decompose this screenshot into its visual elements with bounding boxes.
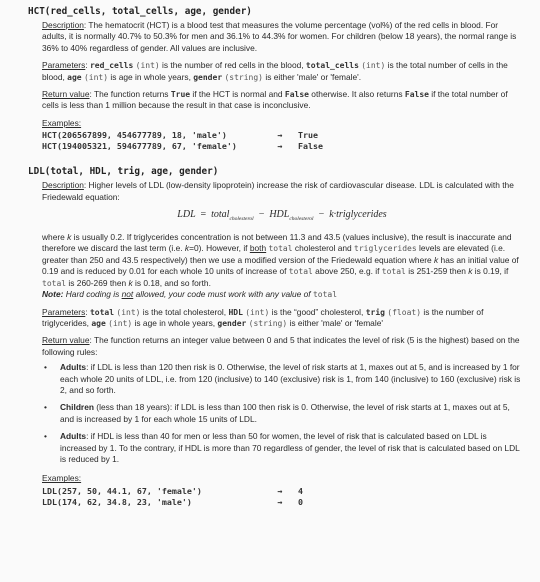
rule-bullet [42,362,522,396]
ldl-return-value [42,335,522,358]
formula-total: total [211,209,230,221]
formula-minus: − [318,209,325,221]
param-text: is either 'male' or 'female' [287,317,383,328]
note-label: Note: [42,289,64,300]
formula-subscript: cholesterol [289,216,314,223]
note-text: allowed, your code must work with any value of [133,289,313,300]
bullet-icon: • [44,362,47,373]
formula-k-term: k·triglycerides [329,209,387,221]
param-name: HDL [228,307,243,317]
param-type: (int) [83,72,109,82]
formula-minus: − [258,209,265,221]
param-name: total_cells [305,61,359,71]
rule-text: (less than 18 years): if LDL is less than 100 then risk is 0. Otherwise, the level of risk starts at 1, maxes out at 5, and is increased by 1 for each whole 15 units of LDL. [60,402,510,424]
arrow-icon: → [277,130,283,141]
ldl-return-label: Return value [42,335,90,346]
param-name: red_cells [89,61,134,71]
param-text: is the number of red cells in the blood, [159,60,306,71]
text-var: k [468,266,473,277]
param-name: trig [365,307,385,317]
example-call: LDL(174, 62, 34.8, 23, 'male') [42,496,192,507]
text: above 250, e.g. if [312,266,382,277]
example-row [42,130,522,141]
param-type: (float) [387,307,422,317]
ldl-parameters: Parameters: total (int) is the total cholesterol, HDL (int) is the “good” cholesterol, trig (float) is the number of triglycerides, age (int) is age in whole years, gender (string) is either 'male' or 'female' [42,306,484,328]
param-type: (int) [108,318,133,328]
hct-section [28,6,522,152]
note-code: total [312,290,338,300]
rule-bullet [42,431,522,465]
hct-description-text: : The hematocrit (HCT) is a blood test that measures the volume percentage (vol%) of the red cells in blood. For adults, it is normally 40.7% to 50.3% for men and 36.1% to 44.3% for women. For children (below 18 years), the normal range is 36% to 40% regardless of gender. All values are inclusive. [42,20,517,53]
ldl-description-text: : Higher levels of LDL (low-density lipoprotein) increase the risk of cardiovascular disease. LDL is calculated with the Friedewald equation: [42,180,514,202]
return-text: if the total number of cells is less than 1 million because the result in that case is inconclusive. [42,89,508,111]
hct-return-value [42,89,522,112]
param-text: is the total cholesterol, [140,306,229,317]
example-call: HCT(206567899, 454677789, 18, 'male') [42,130,227,141]
param-name: age [67,72,82,82]
return-text: otherwise. It also returns [308,89,405,100]
rule-text: : if HDL is less than 40 for men or less than 50 for women, the level of risk that is calculated based on LDL is increased by 1. To the contrary, if HDL is more than 70 regardless of gender, the level of risk that is calculated based on LDL is reduced by 1. [60,431,520,464]
ldl-section [28,166,522,508]
param-text: is the number of triglycerides, [42,306,484,328]
param-name: gender [193,72,223,82]
formula-subscript: cholesterol [229,216,254,223]
text: is 251-259 then [405,266,469,277]
param-type: (int) [135,61,160,71]
text-var: k [184,243,190,254]
arrow-icon: → [277,485,283,496]
param-text: is the “good” cholesterol, [269,306,366,317]
param-type: (int) [361,61,386,71]
text: is 0.18, and so forth. [132,277,211,288]
text-var: k [434,254,439,265]
example-result: 4 [298,485,303,496]
param-name: total [89,307,115,317]
return-keyword: False [284,90,309,100]
text-var: k [128,277,133,288]
friedewald-equation [42,209,522,222]
text: =0). However, if [189,243,250,254]
hct-examples-label: Examples: [42,117,82,128]
bullet-icon: • [44,402,47,413]
example-row [42,486,522,497]
param-type: (string) [224,72,263,82]
text-var: k [67,232,72,243]
note-emph: not [121,289,134,300]
return-text: : The function returns an integer value between 0 and 5 that indicates the level of risk (5 is the highest) based on the following rules: [42,335,520,357]
param-text: is either 'male' or 'female'. [263,71,362,82]
example-result: True [298,130,318,141]
formula-lhs: LDL [177,209,196,221]
text: levels are elevated (i.e. greater than 250 and 43.5 respectively) then we use a modified version of the Friedewald equation where [42,243,506,265]
return-keyword: True [170,90,191,100]
ldl-description [42,180,522,203]
ldl-note [42,289,522,300]
text-code: total [381,267,406,277]
text-code: triglycerides [354,244,417,254]
text-code: total [42,278,67,288]
text: cholesterol and [292,243,355,254]
text: is 0.19, if [472,266,509,277]
return-text: if the HCT is normal and [190,89,285,100]
rule-head: Children [60,402,94,413]
ldl-description-label: Description [42,180,84,191]
arrow-icon: → [277,141,283,152]
hct-parameters: Parameters: red_cells (int) is the number of red cells in the blood, total_cells (int) is the total number of cells in the blood, age (int) is age in whole years, gender (string) is either 'male' or 'female'. [42,60,508,82]
example-result: False [298,141,323,152]
example-result: 0 [298,496,303,507]
example-call: LDL(257, 50, 44.1, 67, 'female') [42,485,202,496]
text: is usually 0.2. If triglycerides concentration is not between 11.3 and 43.5 (values inclusive), the result is inaccurate and therefore we discard the last term (i.e. [42,232,512,254]
hct-description [42,20,522,54]
param-type: (string) [248,318,288,328]
return-keyword: False [404,90,429,100]
rule-bullet [42,402,522,425]
ldl-signature: LDL(total, HDL, trig, age, gender) [28,166,219,178]
text: is 260-269 then [66,277,129,288]
ldl-parameters-label: Parameters [42,306,86,317]
arrow-icon: → [277,496,283,507]
bullet-icon: • [44,431,47,442]
text-code: total [288,267,313,277]
param-type: (int) [245,307,270,317]
param-name: age [91,318,106,328]
hct-parameters-label: Parameters [42,60,86,71]
ldl-where-paragraph [42,232,522,289]
param-text: is age in whole years, [132,317,218,328]
hct-return-label: Return value [42,89,90,100]
text-emph: both [249,243,267,254]
text: has an initial value of 0.19 and is reduced by 0.01 for each whole 10 units of increase of [42,254,519,277]
example-call: HCT(194005321, 594677789, 67, 'female') [42,141,237,152]
text-code: total [268,244,293,254]
return-text: : The function returns [89,89,171,100]
example-row [42,141,522,152]
param-text: is the total number of cells in the blood, [42,60,508,82]
param-name: gender [217,318,247,328]
hct-signature: HCT(red_cells, total_cells, age, gender) [28,6,252,17]
rule-head: Adults [60,362,87,373]
param-type: (int) [116,307,141,317]
hct-description-label: Description [42,20,84,30]
rule-text: : if LDL is less than 120 then risk is 0. Otherwise, the level of risk starts at 1, maxes out at 5, and is increased by 1 for each whole 20 units of LDL, i.e. from 120 (inclusive) to 140 (exclusive) risk is 1, from 140 (inclusive) to 160 (exclusive) risk is 2, and so forth. [60,362,521,395]
formula-hdl: HDL [269,209,290,221]
note-text: Hard coding is [63,289,122,300]
param-text: is age in whole years, [108,71,194,82]
ldl-examples-label: Examples: [42,473,82,484]
example-row [42,497,522,508]
formula-equals: = [200,209,207,221]
text: where [42,232,68,243]
rule-head: Adults [60,431,87,442]
